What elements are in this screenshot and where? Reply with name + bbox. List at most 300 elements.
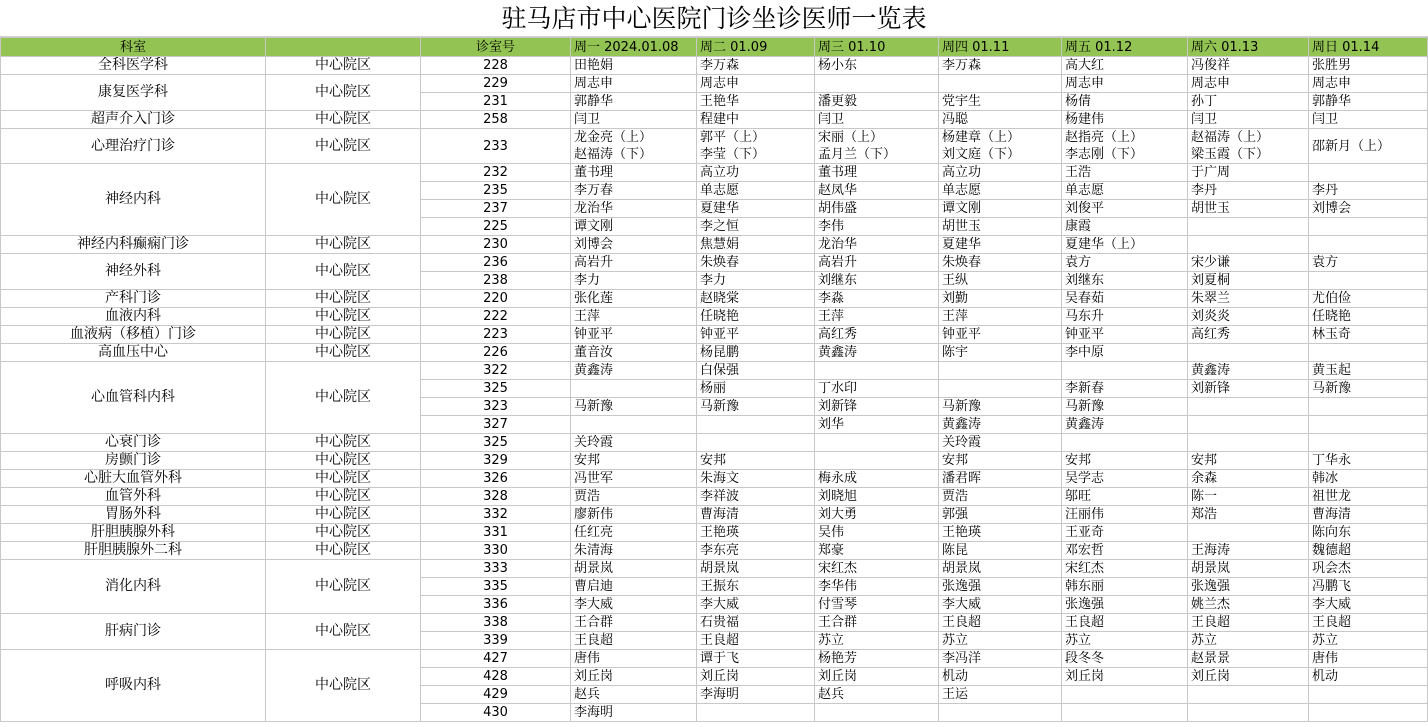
doctor-cell — [815, 362, 939, 380]
doctor-cell: 刘丘岗 — [571, 668, 697, 686]
doctor-cell: 杨建章（上） 刘文庭（下） — [939, 129, 1062, 164]
doctor-cell: 刘丘岗 — [1188, 668, 1309, 686]
doctor-cell: 李伟 — [815, 218, 939, 236]
doctor-cell: 唐伟 — [1309, 650, 1428, 668]
doctor-cell: 刘夏桐 — [1188, 272, 1309, 290]
campus-cell: 中心院区 — [266, 614, 421, 650]
doctor-cell: 付雪琴 — [815, 596, 939, 614]
doctor-cell: 赵兵 — [571, 686, 697, 704]
campus-cell: 中心院区 — [266, 111, 421, 129]
doctor-cell: 王良超 — [571, 632, 697, 650]
department-cell: 神经外科 — [1, 254, 266, 290]
doctor-cell: 李冯洋 — [939, 650, 1062, 668]
doctor-cell: 邓宏哲 — [1062, 542, 1188, 560]
doctor-cell — [1188, 236, 1309, 254]
doctor-cell: 张逸强 — [939, 578, 1062, 596]
doctor-cell: 李万森 — [939, 57, 1062, 75]
doctor-cell: 王萍 — [815, 308, 939, 326]
doctor-cell: 姚兰杰 — [1188, 596, 1309, 614]
campus-cell: 中心院区 — [266, 164, 421, 236]
doctor-cell: 袁方 — [1062, 254, 1188, 272]
doctor-cell — [697, 416, 815, 434]
doctor-cell: 苏立 — [815, 632, 939, 650]
doctor-cell: 胡景岚 — [939, 560, 1062, 578]
doctor-cell — [939, 704, 1062, 722]
department-cell: 产科门诊 — [1, 290, 266, 308]
doctor-cell: 杨艳芳 — [815, 650, 939, 668]
room-cell: 430 — [421, 704, 571, 722]
doctor-cell: 胡景岚 — [1188, 560, 1309, 578]
table-row — [1, 129, 1428, 164]
table-row — [1, 434, 1428, 452]
department-cell: 全科医学科 — [1, 57, 266, 75]
doctor-cell: 田艳娟 — [571, 57, 697, 75]
room-cell: 228 — [421, 57, 571, 75]
doctor-cell: 宋红杰 — [815, 560, 939, 578]
room-cell: 330 — [421, 542, 571, 560]
header-row — [1, 38, 1428, 57]
doctor-cell: 冯聪 — [939, 111, 1062, 129]
doctor-cell: 刘新锋 — [1188, 380, 1309, 398]
doctor-cell: 马新豫 — [939, 398, 1062, 416]
doctor-cell — [1309, 686, 1428, 704]
department-cell: 心脏大血管外科 — [1, 470, 266, 488]
doctor-cell: 李大威 — [571, 596, 697, 614]
doctor-cell: 李力 — [571, 272, 697, 290]
table-row — [1, 308, 1428, 326]
table-row — [1, 470, 1428, 488]
room-cell: 222 — [421, 308, 571, 326]
doctor-cell: 刘晓旭 — [815, 488, 939, 506]
doctor-cell: 王良超 — [1062, 614, 1188, 632]
table-row — [1, 75, 1428, 93]
doctor-cell: 马新豫 — [571, 398, 697, 416]
doctor-cell: 任晓艳 — [697, 308, 815, 326]
doctor-cell: 李中原 — [1062, 344, 1188, 362]
doctor-cell — [1062, 362, 1188, 380]
campus-cell: 中心院区 — [266, 57, 421, 75]
doctor-cell: 李之恒 — [697, 218, 815, 236]
header-day-fri: 周五 01.12 — [1062, 38, 1188, 57]
doctor-cell: 李力 — [697, 272, 815, 290]
doctor-cell: 张逸强 — [1062, 596, 1188, 614]
table-row — [1, 362, 1428, 380]
doctor-cell: 唐伟 — [571, 650, 697, 668]
room-cell: 428 — [421, 668, 571, 686]
doctor-cell: 刘华 — [815, 416, 939, 434]
doctor-cell: 董书理 — [571, 164, 697, 182]
doctor-cell: 郭平（上） 李莹（下） — [697, 129, 815, 164]
doctor-cell: 潘君晖 — [939, 470, 1062, 488]
doctor-cell: 苏立 — [1188, 632, 1309, 650]
room-cell: 237 — [421, 200, 571, 218]
doctor-cell — [697, 434, 815, 452]
doctor-cell: 李万森 — [697, 57, 815, 75]
room-cell: 223 — [421, 326, 571, 344]
room-cell: 339 — [421, 632, 571, 650]
doctor-cell — [1309, 344, 1428, 362]
doctor-cell: 王良超 — [697, 632, 815, 650]
campus-cell: 中心院区 — [266, 308, 421, 326]
room-cell: 327 — [421, 416, 571, 434]
doctor-cell: 王良超 — [1309, 614, 1428, 632]
doctor-cell: 杨建伟 — [1062, 111, 1188, 129]
department-cell: 心理治疗门诊 — [1, 129, 266, 164]
table-row — [1, 236, 1428, 254]
doctor-cell: 郭强 — [939, 506, 1062, 524]
doctor-cell: 韩冰 — [1309, 470, 1428, 488]
doctor-cell: 机动 — [1309, 668, 1428, 686]
doctor-cell — [815, 434, 939, 452]
doctor-cell: 王合群 — [815, 614, 939, 632]
room-cell: 331 — [421, 524, 571, 542]
doctor-cell: 钟亚平 — [697, 326, 815, 344]
header-day-thu: 周四 01.11 — [939, 38, 1062, 57]
doctor-cell: 王艳华 — [697, 93, 815, 111]
doctor-cell: 黄鑫涛 — [1062, 416, 1188, 434]
campus-cell: 中心院区 — [266, 75, 421, 111]
department-cell: 心衰门诊 — [1, 434, 266, 452]
doctor-cell — [697, 704, 815, 722]
doctor-cell: 李大威 — [1309, 596, 1428, 614]
doctor-cell: 廖新伟 — [571, 506, 697, 524]
doctor-cell: 李华伟 — [815, 578, 939, 596]
doctor-cell: 胡伟盛 — [815, 200, 939, 218]
room-cell: 258 — [421, 111, 571, 129]
doctor-cell: 黄鑫涛 — [939, 416, 1062, 434]
doctor-cell: 高岩升 — [571, 254, 697, 272]
doctor-cell — [1309, 164, 1428, 182]
doctor-cell — [1188, 218, 1309, 236]
doctor-cell: 陈宇 — [939, 344, 1062, 362]
doctor-cell: 龙治华 — [815, 236, 939, 254]
campus-cell: 中心院区 — [266, 650, 421, 722]
table-row — [1, 614, 1428, 632]
doctor-cell: 周志申 — [1062, 75, 1188, 93]
header-day-sat: 周六 01.13 — [1188, 38, 1309, 57]
doctor-cell: 赵凤华 — [815, 182, 939, 200]
campus-cell: 中心院区 — [266, 470, 421, 488]
doctor-cell: 郭静华 — [1309, 93, 1428, 111]
doctor-cell: 马新豫 — [1062, 398, 1188, 416]
doctor-cell: 钟亚平 — [939, 326, 1062, 344]
doctor-cell: 潘更毅 — [815, 93, 939, 111]
room-cell: 323 — [421, 398, 571, 416]
department-cell: 高血压中心 — [1, 344, 266, 362]
doctor-cell: 陈昆 — [939, 542, 1062, 560]
doctor-cell: 高红秀 — [1188, 326, 1309, 344]
doctor-cell: 王良超 — [1188, 614, 1309, 632]
doctor-cell: 钟亚平 — [1062, 326, 1188, 344]
doctor-cell: 安邦 — [1188, 452, 1309, 470]
table-row — [1, 254, 1428, 272]
doctor-cell: 任红亮 — [571, 524, 697, 542]
campus-cell: 中心院区 — [266, 129, 421, 164]
room-cell: 429 — [421, 686, 571, 704]
room-cell: 226 — [421, 344, 571, 362]
doctor-cell: 郑豪 — [815, 542, 939, 560]
doctor-cell: 任晓艳 — [1309, 308, 1428, 326]
doctor-cell — [1309, 218, 1428, 236]
doctor-cell: 周志申 — [697, 75, 815, 93]
doctor-cell: 邬旺 — [1062, 488, 1188, 506]
doctor-cell — [1309, 236, 1428, 254]
room-cell: 232 — [421, 164, 571, 182]
doctor-cell: 闫卫 — [815, 111, 939, 129]
doctor-cell: 夏建华（上） — [1062, 236, 1188, 254]
doctor-cell: 朱焕春 — [939, 254, 1062, 272]
doctor-cell: 张胜男 — [1309, 57, 1428, 75]
doctor-cell: 安邦 — [571, 452, 697, 470]
department-cell: 肝胆胰腺外二科 — [1, 542, 266, 560]
room-cell: 329 — [421, 452, 571, 470]
doctor-cell: 王合群 — [571, 614, 697, 632]
doctor-cell: 关玲霞 — [571, 434, 697, 452]
department-cell: 超声介入门诊 — [1, 111, 266, 129]
doctor-cell — [571, 416, 697, 434]
room-cell: 220 — [421, 290, 571, 308]
doctor-cell — [1188, 398, 1309, 416]
header-campus — [266, 38, 421, 57]
campus-cell: 中心院区 — [266, 524, 421, 542]
doctor-cell: 李丹 — [1188, 182, 1309, 200]
doctor-cell: 胡世玉 — [1188, 200, 1309, 218]
room-cell: 335 — [421, 578, 571, 596]
campus-cell: 中心院区 — [266, 560, 421, 614]
doctor-cell: 王艳瑛 — [697, 524, 815, 542]
doctor-cell: 焦慧娟 — [697, 236, 815, 254]
doctor-cell: 闫卫 — [1188, 111, 1309, 129]
doctor-cell: 李海明 — [697, 686, 815, 704]
campus-cell: 中心院区 — [266, 254, 421, 290]
room-cell: 328 — [421, 488, 571, 506]
doctor-cell: 吴伟 — [815, 524, 939, 542]
doctor-cell: 苏立 — [1309, 632, 1428, 650]
doctor-cell: 朱清海 — [571, 542, 697, 560]
doctor-cell — [1062, 434, 1188, 452]
table-row — [1, 650, 1428, 668]
doctor-cell: 于广周 — [1188, 164, 1309, 182]
table-row — [1, 326, 1428, 344]
doctor-cell: 尤伯俭 — [1309, 290, 1428, 308]
doctor-cell: 贾浩 — [571, 488, 697, 506]
doctor-cell: 闫卫 — [571, 111, 697, 129]
department-cell: 神经内科 — [1, 164, 266, 236]
table-row — [1, 57, 1428, 75]
room-cell: 325 — [421, 434, 571, 452]
header-day-tue: 周二 01.09 — [697, 38, 815, 57]
doctor-cell: 高大红 — [1062, 57, 1188, 75]
room-cell: 238 — [421, 272, 571, 290]
doctor-cell: 夏建华 — [697, 200, 815, 218]
table-row — [1, 542, 1428, 560]
doctor-cell: 刘俊平 — [1062, 200, 1188, 218]
doctor-cell: 刘新锋 — [815, 398, 939, 416]
doctor-cell: 谭文刚 — [939, 200, 1062, 218]
doctor-cell: 单志愿 — [697, 182, 815, 200]
doctor-cell — [1188, 344, 1309, 362]
doctor-cell — [1309, 704, 1428, 722]
doctor-cell: 高立功 — [697, 164, 815, 182]
table-row — [1, 452, 1428, 470]
room-cell: 326 — [421, 470, 571, 488]
doctor-cell: 王艳瑛 — [939, 524, 1062, 542]
doctor-cell: 巩会杰 — [1309, 560, 1428, 578]
doctor-cell: 袁方 — [1309, 254, 1428, 272]
department-cell: 肝病门诊 — [1, 614, 266, 650]
room-cell: 230 — [421, 236, 571, 254]
doctor-cell: 段冬冬 — [1062, 650, 1188, 668]
doctor-cell: 康霞 — [1062, 218, 1188, 236]
doctor-cell: 谭于飞 — [697, 650, 815, 668]
doctor-cell: 邵新月（上） — [1309, 129, 1428, 164]
doctor-cell: 安邦 — [697, 452, 815, 470]
doctor-cell: 王浩 — [1062, 164, 1188, 182]
doctor-cell: 李淼 — [815, 290, 939, 308]
doctor-cell: 谭文刚 — [571, 218, 697, 236]
doctor-cell: 刘大勇 — [815, 506, 939, 524]
doctor-cell: 李东亮 — [697, 542, 815, 560]
department-cell: 血液内科 — [1, 308, 266, 326]
doctor-cell: 杨昆鹏 — [697, 344, 815, 362]
doctor-cell: 余森 — [1188, 470, 1309, 488]
doctor-cell: 林玉奇 — [1309, 326, 1428, 344]
doctor-cell — [1188, 434, 1309, 452]
doctor-cell: 朱海文 — [697, 470, 815, 488]
doctor-cell — [939, 75, 1062, 93]
doctor-cell: 黄鑫涛 — [815, 344, 939, 362]
doctor-cell: 王萍 — [571, 308, 697, 326]
doctor-cell: 安邦 — [1062, 452, 1188, 470]
doctor-cell: 单志愿 — [939, 182, 1062, 200]
doctor-cell — [1062, 686, 1188, 704]
doctor-cell: 梅永成 — [815, 470, 939, 488]
doctor-cell: 曹海清 — [1309, 506, 1428, 524]
doctor-cell — [1062, 704, 1188, 722]
doctor-cell: 王运 — [939, 686, 1062, 704]
doctor-cell — [815, 452, 939, 470]
doctor-cell — [1309, 398, 1428, 416]
doctor-cell: 石贵福 — [697, 614, 815, 632]
doctor-cell — [1309, 434, 1428, 452]
doctor-cell: 冯世军 — [571, 470, 697, 488]
campus-cell: 中心院区 — [266, 326, 421, 344]
table-row — [1, 111, 1428, 129]
doctor-cell: 张逸强 — [1188, 578, 1309, 596]
doctor-cell: 祖世龙 — [1309, 488, 1428, 506]
doctor-cell: 刘继东 — [815, 272, 939, 290]
doctor-cell: 魏德超 — [1309, 542, 1428, 560]
doctor-cell: 刘丘岗 — [697, 668, 815, 686]
doctor-cell: 苏立 — [1062, 632, 1188, 650]
doctor-cell: 丁华永 — [1309, 452, 1428, 470]
department-cell: 呼吸内科 — [1, 650, 266, 722]
header-room: 诊室号 — [421, 38, 571, 57]
doctor-cell: 马东升 — [1062, 308, 1188, 326]
doctor-cell: 苏立 — [939, 632, 1062, 650]
room-cell: 333 — [421, 560, 571, 578]
schedule-body — [1, 57, 1428, 722]
doctor-cell: 刘博会 — [1309, 200, 1428, 218]
department-cell: 心血管科内科 — [1, 362, 266, 434]
campus-cell: 中心院区 — [266, 236, 421, 254]
doctor-cell: 黄鑫涛 — [571, 362, 697, 380]
campus-cell: 中心院区 — [266, 290, 421, 308]
doctor-cell: 黄玉起 — [1309, 362, 1428, 380]
doctor-cell: 刘丘岗 — [815, 668, 939, 686]
doctor-cell: 李丹 — [1309, 182, 1428, 200]
doctor-cell: 刘继东 — [1062, 272, 1188, 290]
doctor-cell: 丁水印 — [815, 380, 939, 398]
room-cell: 233 — [421, 129, 571, 164]
doctor-cell: 龙治华 — [571, 200, 697, 218]
room-cell: 236 — [421, 254, 571, 272]
room-cell: 322 — [421, 362, 571, 380]
table-row — [1, 488, 1428, 506]
doctor-cell: 王振东 — [697, 578, 815, 596]
room-cell: 229 — [421, 75, 571, 93]
department-cell: 血管外科 — [1, 488, 266, 506]
doctor-cell: 郑浩 — [1188, 506, 1309, 524]
doctor-cell: 杨小东 — [815, 57, 939, 75]
doctor-cell: 朱翠兰 — [1188, 290, 1309, 308]
doctor-cell: 韩东丽 — [1062, 578, 1188, 596]
room-cell: 427 — [421, 650, 571, 668]
campus-cell: 中心院区 — [266, 452, 421, 470]
doctor-cell: 汪丽伟 — [1062, 506, 1188, 524]
department-cell: 神经内科癫痫门诊 — [1, 236, 266, 254]
doctor-cell: 闫卫 — [1309, 111, 1428, 129]
header-day-mon: 周一 2024.01.08 — [571, 38, 697, 57]
doctor-cell: 贾浩 — [939, 488, 1062, 506]
doctor-cell: 高岩升 — [815, 254, 939, 272]
doctor-cell: 白保强 — [697, 362, 815, 380]
doctor-cell: 夏建华 — [939, 236, 1062, 254]
table-row — [1, 290, 1428, 308]
doctor-cell: 赵兵 — [815, 686, 939, 704]
doctor-cell: 刘博会 — [571, 236, 697, 254]
campus-cell: 中心院区 — [266, 488, 421, 506]
doctor-cell: 董音汝 — [571, 344, 697, 362]
doctor-cell: 冯俊祥 — [1188, 57, 1309, 75]
doctor-cell: 曹启迪 — [571, 578, 697, 596]
doctor-cell: 李新春 — [1062, 380, 1188, 398]
table-row — [1, 164, 1428, 182]
doctor-cell: 赵晓棠 — [697, 290, 815, 308]
header-dept: 科室 — [1, 38, 266, 57]
header-day-wed: 周三 01.10 — [815, 38, 939, 57]
table-row — [1, 344, 1428, 362]
campus-cell: 中心院区 — [266, 434, 421, 452]
room-cell: 325 — [421, 380, 571, 398]
department-cell: 胃肠外科 — [1, 506, 266, 524]
doctor-cell: 刘丘岗 — [1062, 668, 1188, 686]
table-row — [1, 506, 1428, 524]
doctor-cell — [571, 380, 697, 398]
campus-cell: 中心院区 — [266, 542, 421, 560]
doctor-cell: 冯鹏飞 — [1309, 578, 1428, 596]
doctor-cell: 李万春 — [571, 182, 697, 200]
department-cell: 消化内科 — [1, 560, 266, 614]
doctor-cell: 宋红杰 — [1062, 560, 1188, 578]
doctor-cell: 李祥波 — [697, 488, 815, 506]
doctor-cell: 陈向东 — [1309, 524, 1428, 542]
doctor-cell: 钟亚平 — [571, 326, 697, 344]
department-cell: 血液病（移植）门诊 — [1, 326, 266, 344]
doctor-cell: 王亚奇 — [1062, 524, 1188, 542]
doctor-cell — [1188, 704, 1309, 722]
doctor-cell: 吴学志 — [1062, 470, 1188, 488]
